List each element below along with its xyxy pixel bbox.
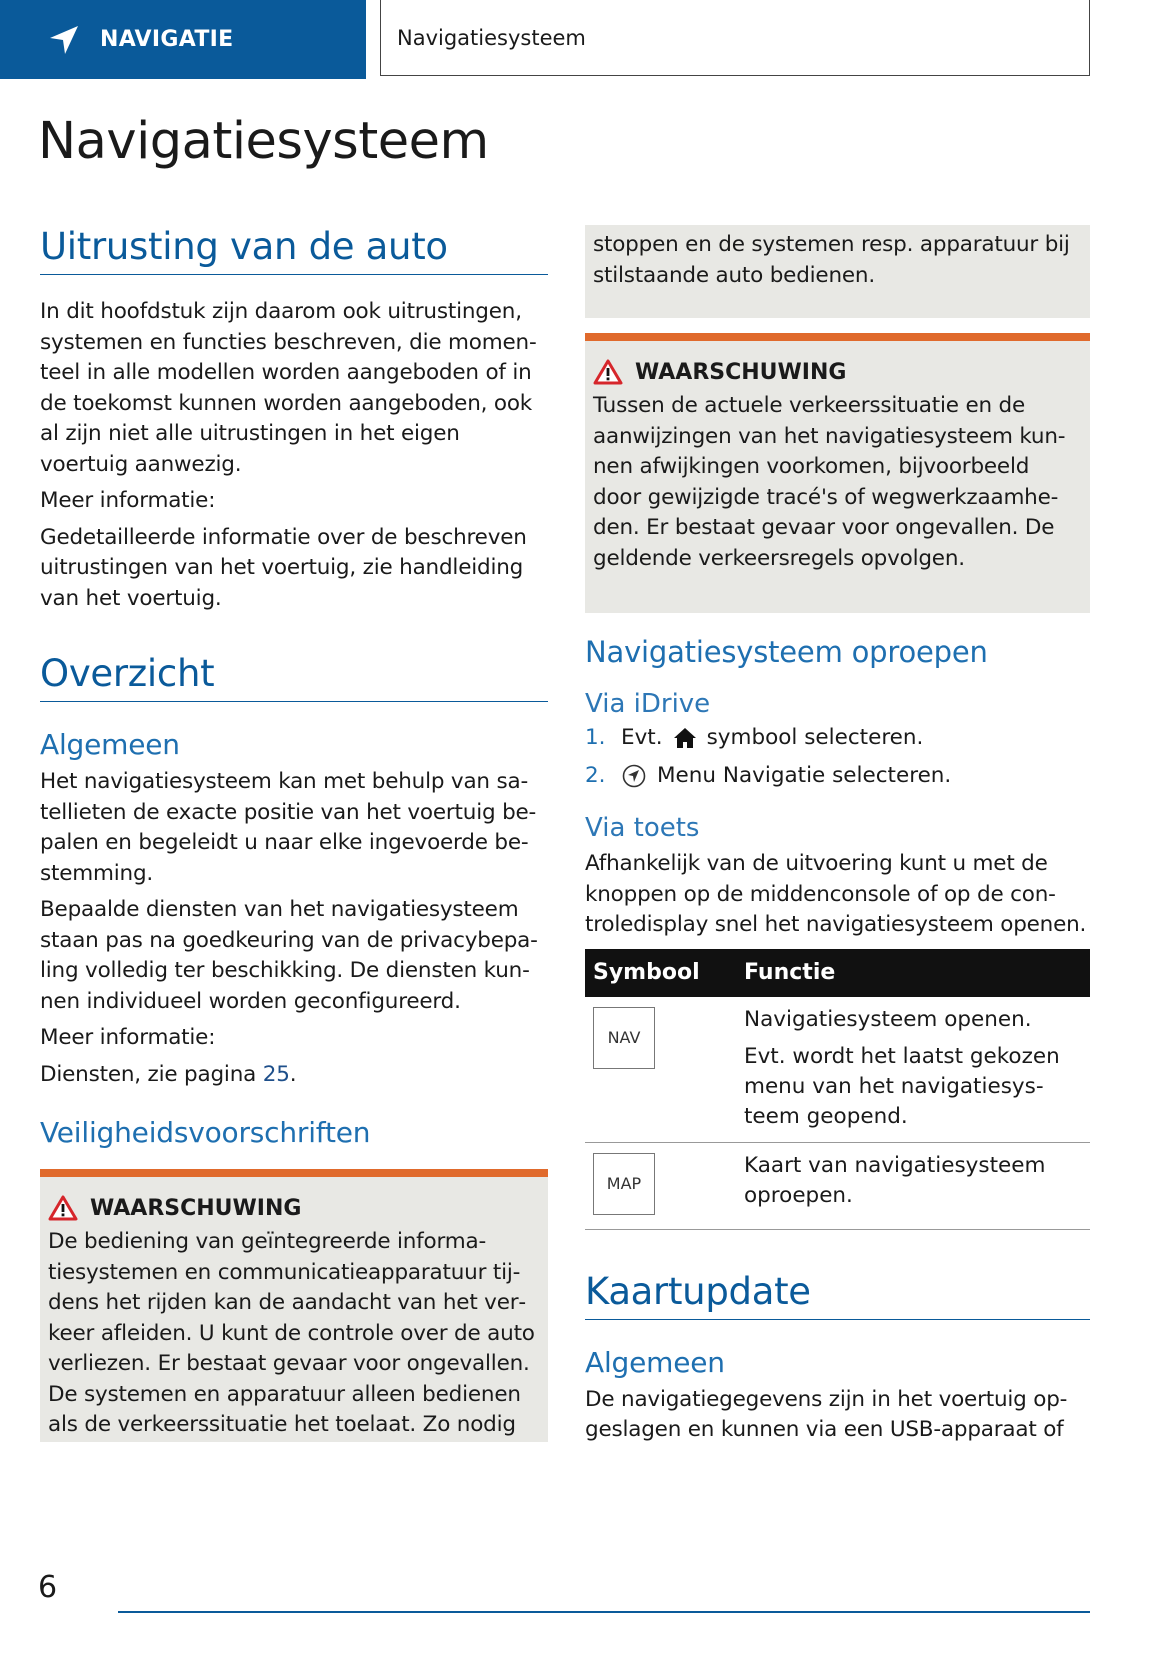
more-info-text: Gedetailleerde informatie over de beschreven uitrustingen van het voertuig, zie handleiding van het voertuig. [40,524,527,611]
warning-title: WAARSCHUWING [635,359,847,385]
heading-kaartupdate: Kaartupdate [585,1270,1090,1320]
overzicht-more-info-label: Meer informatie: [40,1025,216,1050]
uitrusting-paragraph: In dit hoofdstuk zijn daarom ook uitrustingen, systemen en functies beschreven, die momenteel in alle modellen worden aangeboden of in de toekomst kunnen worden aangeboden, ook al zijn niet alle uitrustingen in het eigen voertuig aanwezig. [40,299,537,477]
warning-box-1-continued [585,225,1090,318]
function-line-1: Navigatiesysteem openen. [744,1006,1032,1032]
diensten-suffix: . [289,1061,297,1087]
step-text: Menu Navigatie selecteren. [657,763,952,788]
chapter-tab [0,0,366,79]
footer-divider [118,1611,1090,1613]
page-link-25[interactable]: 25 [262,1061,290,1087]
left-column [40,225,548,1442]
warning-text: De bediening van geïntegreerde informatiesystemen en communicatieapparatuur tijdens het rijden kan de aandacht van het verkeer afleiden. U kunt de controle over de auto verliezen. Er bestaat gevaar voor ongevallen. De systemen en apparatuur alleen bedienen als de verkeerssituatie het toelaat. Zo nodig [48,1229,535,1437]
column-header-function: Functie [736,949,1090,997]
navigation-circle-icon [621,763,647,789]
via-toets-text: Afhankelijk van de uitvoering kunt u met de knoppen op de middenconsole of op de controledisplay snel het navigatiesysteem openen. [585,851,1087,937]
heading-via-toets: Via toets [585,813,700,843]
navigation-arrow-icon [48,24,80,56]
step-text: symbool selecteren. [706,725,924,750]
warning-text: Tussen de actuele verkeerssituatie en de aanwijzingen van het navigatiesysteem kunnen afwijkingen voorkomen, bijvoorbeeld door gewijzigde tracé's of wegwerkzaamheden. Er bestaat gevaar voor ongevallen. De geldende verkeersregels opvolgen. [593,393,1066,571]
heading-overzicht: Overzicht [40,652,548,702]
warning-header [593,359,1080,385]
heading-veiligheid: Veiligheidsvoorschriften [40,1116,371,1149]
heading-via-idrive: Via iDrive [585,689,711,719]
step-1 [585,719,1090,757]
warning-box-2 [585,333,1090,613]
more-info-label: Meer informatie: [40,488,216,513]
diensten-reference [40,1060,548,1091]
diensten-prefix: Diensten, zie pagina [40,1061,263,1087]
section-tab [380,0,1090,76]
warning-title: WAARSCHUWING [90,1195,302,1221]
warning-box-1 [40,1169,548,1442]
heading-oproepen: Navigatiesysteem oproepen [585,635,988,669]
function-line-2: Evt. wordt het laatst gekozen menu van het navigatiesysteem geopend. [744,1043,1060,1129]
function-line-1: Kaart van navigatiesysteem oproepen. [744,1152,1046,1208]
column-header-symbol: Symbool [585,949,736,997]
page-number: 6 [38,1570,58,1605]
heading-algemeen: Algemeen [40,728,180,761]
step-number: 2. [585,763,606,788]
warning-continued-text: stoppen en de systemen resp. apparatuur bij stilstaande auto bedienen. [593,232,1070,288]
heading-uitrusting: Uitrusting van de auto [40,225,548,275]
symbol-table [585,949,1090,1230]
step-number: 1. [585,725,606,750]
idrive-steps [585,719,1090,795]
home-icon [673,727,697,749]
heading-kaartupdate-algemeen: Algemeen [585,1345,725,1379]
warning-triangle-icon [593,359,623,385]
map-key-icon: MAP [593,1153,655,1215]
table-row [585,1142,1090,1229]
section-label: Navigatiesysteem [397,25,586,50]
overzicht-paragraph-2: Bepaalde diensten van het navigatiesysteem staan pas na goedkeuring van de privacybepaling volledig ter beschikking. De diensten kunnen individueel worden geconfigureerd. [40,897,538,1014]
step-prefix: Evt. [621,725,663,750]
warning-triangle-icon [48,1195,78,1221]
table-row [585,997,1090,1143]
chapter-label: NAVIGATIE [100,27,234,52]
kaartupdate-paragraph: De navigatiegegevens zijn in het voertuig opgeslagen en kunnen via een USB-apparaat of [585,1386,1068,1442]
overzicht-paragraph-1: Het navigatiesysteem kan met behulp van satellieten de exacte positie van het voertuig bepalen en begeleidt u naar elke ingevoerde bestemming. [40,769,537,886]
warning-header [48,1195,538,1221]
right-column [585,225,1090,1446]
step-2 [585,757,1090,795]
nav-key-icon: NAV [593,1007,655,1069]
page-title: Navigatiesysteem [38,112,489,171]
